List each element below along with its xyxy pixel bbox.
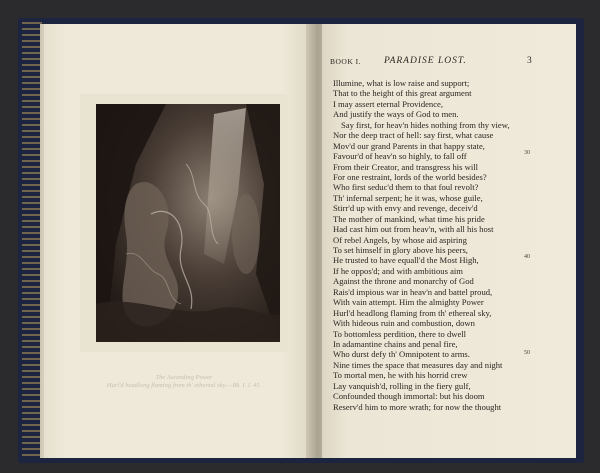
verse-line: Had cast him out from heav'n, with all his host: [333, 224, 494, 235]
verse-line: To mortal men, he with his horrid crew: [333, 370, 468, 381]
verse-line: Who durst defy th' Omnipotent to arms.: [333, 349, 470, 360]
verse-line: Hurl'd headlong flaming from th' ethereal sky,: [333, 307, 492, 318]
verse-line: He trusted to have equall'd the Most High,: [333, 255, 479, 266]
verse-line: Rais'd impious war in heav'n and battel proud,: [333, 286, 493, 297]
verse-line: I may assert eternal Providence,: [333, 98, 444, 109]
line-number-30: 30: [524, 150, 530, 156]
verse-line: To set himself in glory above his peers,: [333, 245, 468, 255]
verse-line: Confounded though immortal: but his doom: [333, 391, 485, 402]
engraving-plate: [96, 104, 280, 342]
verse-line: Stirr'd up with envy and revenge, deceiv'd: [333, 203, 478, 214]
verse-line: With vain attempt. Him the almighty Power: [333, 297, 484, 308]
verse-line: With hideous ruin and combustion, down: [333, 318, 475, 329]
plate-caption-quote: Hurl'd headlong flaming from th' ethereal sky.—Bk. I. l. 45.: [106, 382, 262, 389]
line-number-50: 50: [524, 350, 530, 356]
verse-line: Say first, for heav'n hides nothing from thy view,: [341, 119, 510, 130]
cover-gilt-edge: [22, 22, 42, 459]
line-number-40: 40: [524, 254, 530, 260]
verse-line: To bottomless perdition, there to dwell: [333, 328, 467, 339]
verse-line: If he oppos'd; and with ambitious aim: [333, 265, 463, 276]
running-head: [330, 57, 530, 69]
verse-text: [333, 78, 533, 412]
verse-line: Illumine, what is low raise and support;: [333, 78, 470, 88]
verse-line: Against the throne and monarchy of God: [333, 276, 474, 287]
verse-line: Of rebel Angels, by whose aid aspiring: [333, 234, 467, 245]
plate-caption: [80, 374, 288, 390]
verse-line: Favour'd of heav'n so highly, to fall off: [333, 151, 467, 162]
book-label: BOOK I.: [330, 57, 361, 66]
page-title: PARADISE LOST.: [384, 56, 467, 66]
verse-line: Who first seduc'd them to that foul revolt?: [333, 182, 479, 193]
engraving-illustration: [96, 104, 280, 342]
plate-caption-title: The Ascending Power: [155, 374, 213, 381]
verse-line: That to the height of this great argument: [333, 88, 472, 99]
page-number: 3: [527, 56, 532, 66]
verse-line: Reserv'd him to more wrath; for now the thought: [333, 401, 502, 412]
verse-line: Mov'd our grand Parents in that happy state,: [333, 140, 485, 151]
verse-line: For one restraint, lords of the world besides?: [333, 171, 487, 182]
verse-line: Nine times the space that measures day and night: [333, 359, 503, 370]
verse-line: Lay vanquish'd, rolling in the fiery gulf,: [333, 380, 471, 391]
verse-line: From their Creator, and transgress his will: [333, 161, 479, 172]
verse-line: Nor the deep tract of hell: say first, what cause: [333, 130, 494, 141]
verse-line: Th' infernal serpent; he it was, whose guile,: [333, 192, 483, 203]
verse-line: In adamantine chains and penal fire,: [333, 338, 458, 349]
verse-line: And justify the ways of God to men.: [333, 109, 459, 120]
verse-line: The mother of mankind, what time his pride: [333, 213, 485, 224]
